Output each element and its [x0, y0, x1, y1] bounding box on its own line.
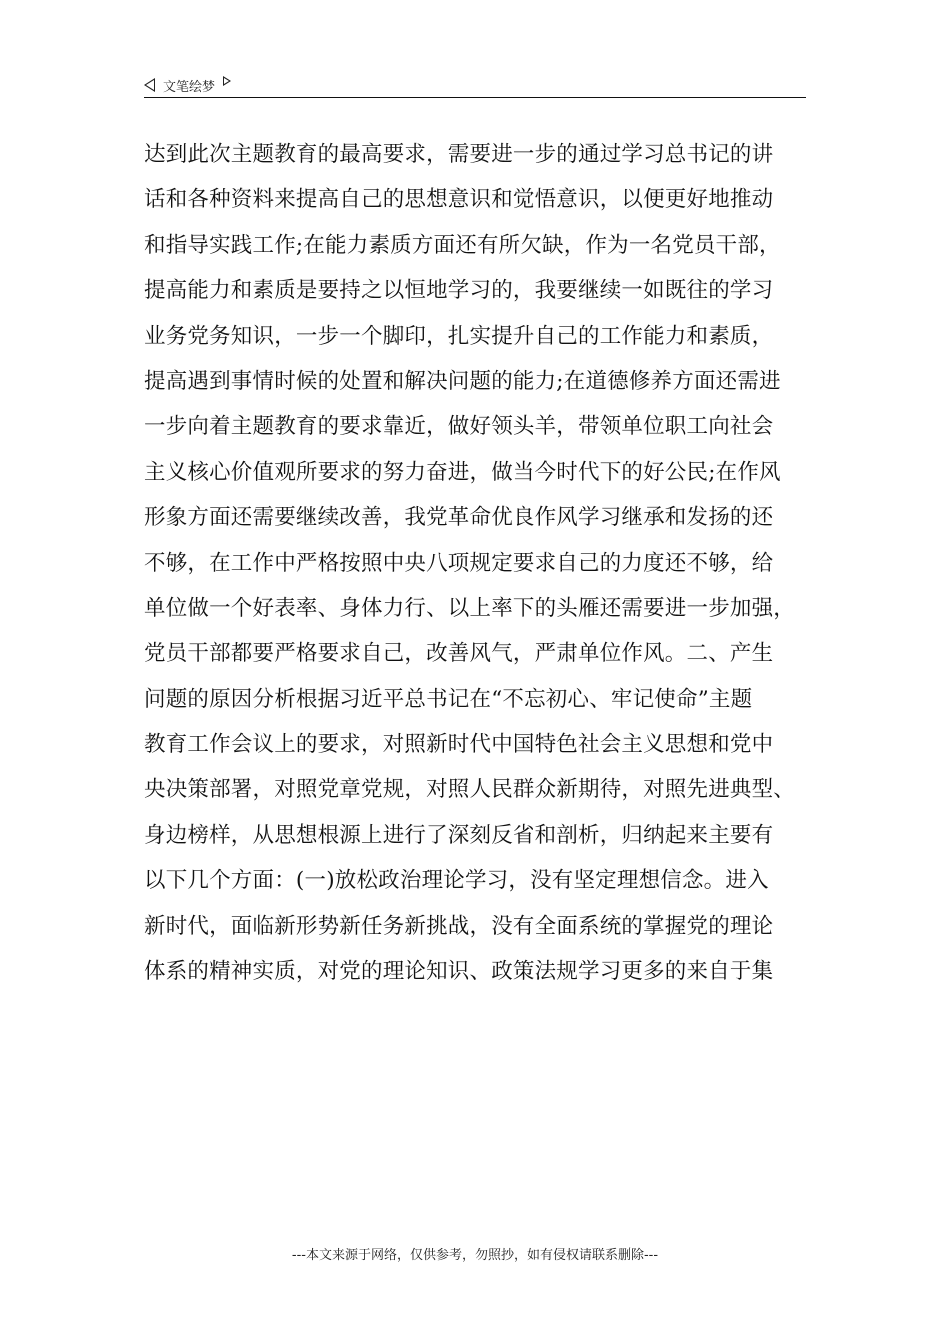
- header-title: 文笔绘梦: [163, 79, 216, 95]
- body-line: 以下几个方面：(一)放松政治理论学习，没有坚定理想信念。进入: [144, 868, 769, 894]
- body-line: 央决策部署，对照党章党规，对照人民群众新期待，对照先进典型、: [144, 777, 796, 803]
- body-line: 提高能力和素质是要持之以恒地学习的，我要继续一如既往的学习: [144, 278, 774, 304]
- triangle-right-icon: [223, 76, 231, 86]
- document-body: [144, 132, 814, 994]
- body-line: 单位做一个好表率、身体力行、以上率下的头雁还需要进一步加强，: [144, 595, 796, 621]
- header-divider: [144, 97, 806, 98]
- body-line: 不够，在工作中严格按照中央八项规定要求自己的力度还不够，给: [144, 550, 774, 576]
- body-line: 提高遇到事情时候的处置和解决问题的能力;在道德修养方面还需进: [144, 368, 781, 394]
- body-line: 和指导实践工作;在能力素质方面还有所欠缺，作为一名党员干部，: [144, 232, 781, 258]
- body-line: 业务党务知识，一步一个脚印，扎实提升自己的工作能力和素质，: [144, 323, 774, 349]
- body-line: 话和各种资料来提高自己的思想意识和觉悟意识，以便更好地推动: [144, 187, 774, 213]
- body-line: 形象方面还需要继续改善，我党革命优良作风学习继承和发扬的还: [144, 505, 774, 531]
- triangle-left-icon: [144, 78, 155, 92]
- body-line: 党员干部都要严格要求自己，改善风气，严肃单位作风。二、产生: [144, 641, 774, 667]
- body-line: 体系的精神实质，对党的理论知识、政策法规学习更多的来自于集: [144, 959, 774, 985]
- body-line: 问题的原因分析根据习近平总书记在“不忘初心、牢记使命”主题: [144, 686, 753, 712]
- document-header: [144, 72, 231, 98]
- body-line: 一步向着主题教育的要求靠近，做好领头羊，带领单位职工向社会: [144, 414, 774, 440]
- body-line: 主义核心价值观所要求的努力奋进，做当今时代下的好公民;在作风: [144, 459, 781, 485]
- body-line: 教育工作会议上的要求，对照新时代中国特色社会主义思想和党中: [144, 732, 774, 758]
- body-line: 达到此次主题教育的最高要求，需要进一步的通过学习总书记的讲: [144, 142, 774, 167]
- body-line: 新时代，面临新形势新任务新挑战，没有全面系统的掌握党的理论: [144, 913, 774, 939]
- document-footer: ---本文来源于网络，仅供参考，勿照抄，如有侵权请联系删除---: [291, 1248, 659, 1263]
- body-line: 身边榜样，从思想根源上进行了深刻反省和剖析，归纳起来主要有: [144, 822, 774, 848]
